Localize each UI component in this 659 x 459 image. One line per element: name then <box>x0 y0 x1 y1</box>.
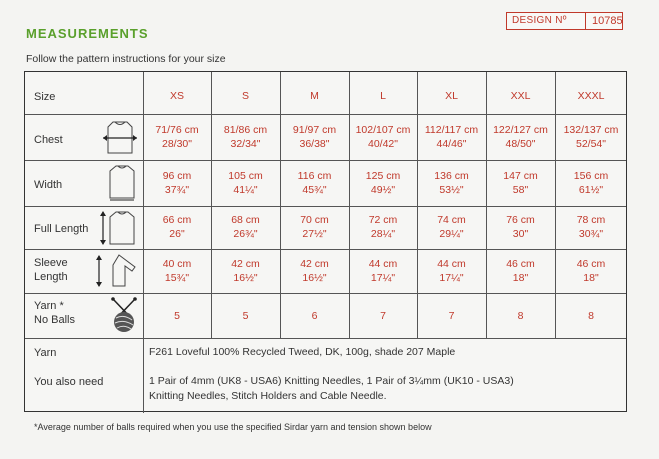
chest-xxl-cm: 122/127 cm <box>493 124 548 136</box>
full-length-icon <box>99 209 139 247</box>
sleeve-length-label-line2: Length <box>34 271 68 283</box>
length-xs-cm: 66 cm <box>162 214 192 226</box>
yarn-balls-label <box>34 299 75 327</box>
yarn-label: Yarn <box>34 347 57 359</box>
sleeve-l-in: 17¼" <box>370 272 396 284</box>
sleeve-s-cm: 42 cm <box>231 258 260 270</box>
design-number: 10785 <box>592 15 623 27</box>
length-l-cm: 72 cm <box>368 214 398 226</box>
page-title: MEASUREMENTS <box>26 26 149 41</box>
chest-xxl-in: 48/50" <box>505 138 536 150</box>
size-header-xs: XS <box>169 90 184 102</box>
row-divider <box>25 114 626 115</box>
length-m-in: 27½" <box>302 228 327 240</box>
sleeve-xxxl-in: 18" <box>583 272 599 284</box>
size-header-s: S <box>241 90 249 102</box>
width-xs-in: 37¾" <box>164 184 190 196</box>
width-label: Width <box>34 179 63 191</box>
width-m-in: 45¾" <box>302 184 327 196</box>
balls-xl: 7 <box>448 310 455 322</box>
sleeve-length-label-line1: Sleeve <box>34 257 68 269</box>
column-divider <box>486 72 487 338</box>
yarn-value: F261 Loveful 100% Recycled Tweed, DK, 100g, shade 207 Maple <box>149 346 456 358</box>
subtitle: Follow the pattern instructions for your size <box>26 53 226 65</box>
row-divider <box>25 206 626 207</box>
sleeve-length-label <box>34 256 68 284</box>
width-xxxl-cm: 156 cm <box>573 170 609 182</box>
balls-s: 5 <box>242 310 249 322</box>
also-need-label: You also need <box>34 376 104 388</box>
chest-xs-cm: 71/76 cm <box>155 124 199 136</box>
width-xl-cm: 136 cm <box>434 170 469 182</box>
chest-l-in: 40/42" <box>367 138 398 150</box>
balls-l: 7 <box>380 310 386 322</box>
sleeve-xxl-in: 18" <box>512 272 529 284</box>
balls-xxxl: 8 <box>588 310 594 322</box>
width-s-cm: 105 cm <box>228 170 263 182</box>
balls-xxl: 8 <box>517 310 524 322</box>
sleeve-xl-in: 17¼" <box>439 272 464 284</box>
sleeve-xxxl-cm: 46 cm <box>576 258 606 270</box>
width-xl-in: 53½" <box>439 184 464 196</box>
length-xxl-in: 30" <box>512 228 529 240</box>
chest-m-in: 36/38" <box>299 138 330 150</box>
size-header-m: M <box>310 90 319 102</box>
length-xs-in: 26" <box>169 228 185 240</box>
length-xl-in: 29¼" <box>439 228 464 240</box>
size-header-xl: XL <box>445 90 458 102</box>
row-divider <box>25 160 626 161</box>
sleeve-l-cm: 44 cm <box>368 258 398 270</box>
yarn-balls-label-line2: No Balls <box>34 314 75 326</box>
length-s-cm: 68 cm <box>231 214 260 226</box>
column-divider <box>211 72 212 338</box>
chest-s-cm: 81/86 cm <box>223 124 268 136</box>
size-header-l: L <box>380 90 386 102</box>
length-s-in: 26¾" <box>233 228 258 240</box>
width-xs-cm: 96 cm <box>162 170 192 182</box>
sleeve-m-cm: 42 cm <box>300 258 329 270</box>
size-header-xxxl: XXXL <box>577 90 605 102</box>
chest-xxxl-cm: 132/137 cm <box>563 124 619 136</box>
row-divider <box>25 338 626 339</box>
also-need-line1: 1 Pair of 4mm (UK8 - USA6) Knitting Needles, 1 Pair of 3¼mm (UK10 - USA3) <box>149 375 514 387</box>
sleeve-m-in: 16½" <box>302 272 327 284</box>
full-length-label: Full Length <box>34 223 89 235</box>
chest-label: Chest <box>34 134 63 146</box>
design-number-box <box>506 12 623 30</box>
size-header-xxl: XXL <box>510 90 531 102</box>
yarn-ball-icon <box>107 296 141 334</box>
measurements-table <box>24 71 627 412</box>
column-divider <box>555 72 556 338</box>
width-xxl-cm: 147 cm <box>503 170 538 182</box>
sleeve-xxl-cm: 46 cm <box>506 258 535 270</box>
design-divider <box>585 13 586 29</box>
length-xxxl-in: 30¾" <box>578 228 604 240</box>
length-xl-cm: 74 cm <box>437 214 466 226</box>
column-divider <box>280 72 281 338</box>
sleeve-xl-cm: 44 cm <box>437 258 466 270</box>
row-divider <box>25 293 626 294</box>
column-divider <box>417 72 418 338</box>
chest-xl-in: 44/46" <box>436 138 467 150</box>
length-l-in: 28¼" <box>370 228 396 240</box>
length-xxxl-cm: 78 cm <box>576 214 606 226</box>
width-l-in: 49½" <box>370 184 396 196</box>
width-icon <box>105 163 139 203</box>
sleeve-xs-in: 15¾" <box>164 272 190 284</box>
width-xxxl-in: 61½" <box>578 184 604 196</box>
chest-icon <box>101 118 139 156</box>
also-need-value <box>149 374 514 404</box>
column-divider <box>349 72 350 338</box>
also-need-line2: Knitting Needles, Stitch Holders and Cable Needle. <box>149 390 387 402</box>
width-s-in: 41¼" <box>233 184 258 196</box>
chest-xl-cm: 112/117 cm <box>424 124 479 136</box>
balls-m: 6 <box>311 310 318 322</box>
width-m-cm: 116 cm <box>297 170 332 182</box>
size-header-label: Size <box>34 91 56 103</box>
width-l-cm: 125 cm <box>365 170 401 182</box>
length-m-cm: 70 cm <box>300 214 329 226</box>
length-xxl-cm: 76 cm <box>506 214 535 226</box>
design-label: DESIGN Nº <box>512 15 567 26</box>
row-divider <box>25 249 626 250</box>
width-xxl-in: 58" <box>512 184 529 196</box>
sleeve-xs-cm: 40 cm <box>162 258 192 270</box>
sleeve-length-icon <box>95 253 139 289</box>
sleeve-s-in: 16½" <box>233 272 258 284</box>
footnote: *Average number of balls required when you use the specified Sirdar yarn and tension shown below <box>34 422 432 432</box>
chest-m-cm: 91/97 cm <box>292 124 337 136</box>
chest-s-in: 32/34" <box>230 138 261 150</box>
yarn-balls-label-line1: Yarn * <box>34 300 64 312</box>
chest-xxxl-in: 52/54" <box>575 138 606 150</box>
chest-l-cm: 102/107 cm <box>355 124 411 136</box>
balls-xs: 5 <box>174 310 180 322</box>
chest-xs-in: 28/30" <box>161 138 192 150</box>
